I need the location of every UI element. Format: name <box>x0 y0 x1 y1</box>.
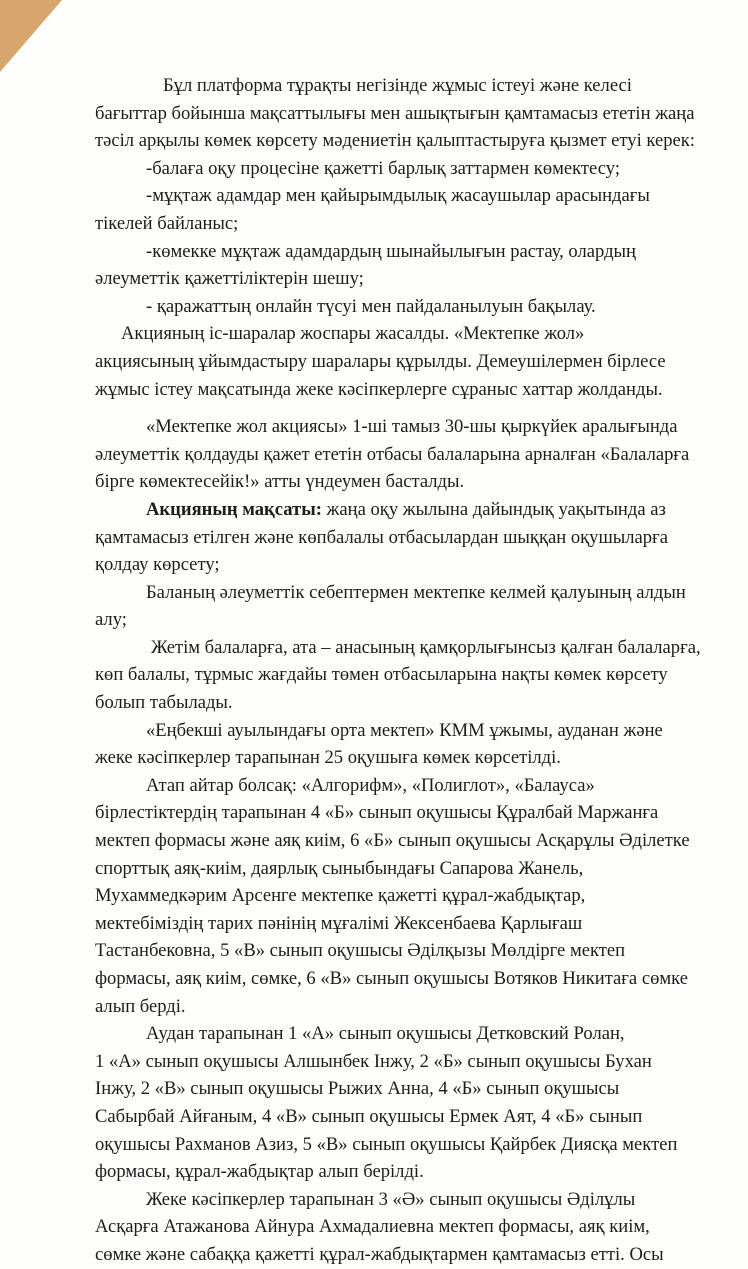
document-page <box>95 72 701 1269</box>
text-line: спорттық аяқ-киім, даярлық сыныбындағы Сапарова Жанель, <box>95 857 584 879</box>
paragraph-gap <box>95 403 695 413</box>
text-line: формасы, аяқ киім, сөмке, 6 «В» сынып оқушысы Вотяков Никитаға сөмке <box>95 968 688 989</box>
text-line: әлеуметтік қажеттіліктерін шешу; <box>95 268 364 290</box>
paragraph-start: Баланың әлеуметтік себептермен мектепке келмей қалуының алдын <box>146 581 686 603</box>
text-line: сөмке және сабаққа қажетті құрал-жабдықтармен қамтамасыз етті. Осы <box>95 1243 664 1265</box>
paragraph-start: Атап айтар болсақ: «Алгорифм», «Полиглот», «Балауса» <box>146 774 595 796</box>
text-line: Інжу, 2 «В» сынып оқушысы Рыжих Анна, 4 «Б» сынып оқушысы <box>95 1078 620 1100</box>
text-line: Мухаммедкәрим Арсенге мектепке қажетті құрал-жабдықтар, <box>95 885 586 907</box>
text-line: мектебіміздің тарих пәнінің мұғалімі Жексенбаева Қарлығаш <box>95 912 583 934</box>
text-line: тікелей байланыс; <box>95 212 239 234</box>
text-line: алып берді. <box>95 995 186 1017</box>
text-line: 1 «А» сынып оқушысы Алшынбек Інжу, 2 «Б» сынып оқушысы Бухан <box>95 1050 652 1072</box>
text-line: Асқарға Атажанова Айнура Ахмадалиевна мектеп формасы, аяқ киім, <box>95 1216 650 1238</box>
paragraph-start: Жетім балаларға, ата – анасының қамқорлығынсыз қалған балаларға, <box>151 636 701 658</box>
paragraph-start: Жеке кәсіпкерлер тарапынан 3 «Ә» сынып оқушысы Әділұлы <box>146 1188 636 1210</box>
text-line: акциясының ұйымдастыру шаралары құрылды. Демеушілермен бірлесе <box>95 350 666 372</box>
bold-heading: Акцияның мақсаты: <box>146 498 322 520</box>
list-item: -мұқтаж адамдар мен қайырымдылық жасаушылар арасындағы <box>146 185 650 207</box>
text-line: бағыттар бойынша мақсаттылығы мен ашықтығын қамтамасыз ететін жаңа <box>95 102 695 124</box>
text-line: Тастанбековна, 5 «В» сынып оқушысы Әділқызы Мөлдірге мектеп <box>95 940 626 962</box>
text-line: қамтамасыз етілген және көпбалалы отбасылардан шыққан оқушыларға <box>95 526 668 548</box>
paragraph-start: «Еңбекші ауылындағы орта мектеп» КММ ұжымы, ауданан және <box>146 719 663 741</box>
text-line: көп балалы, тұрмыс жағдайы төмен отбасыларына нақты көмек көрсету <box>95 664 668 686</box>
text-line: формасы, құрал-жабдықтар алып берілді. <box>95 1161 424 1183</box>
list-item: -балаға оқу процесіне қажетті барлық заттармен көмектесу; <box>146 157 620 179</box>
text-line: болып табылады. <box>95 692 233 714</box>
text-line: оқушысы Рахманов Азиз, 5 «В» сынып оқушысы Қайрбек Диясқа мектеп <box>95 1133 678 1155</box>
text-line: қолдау көрсету; <box>95 554 220 576</box>
paragraph-start <box>95 496 695 524</box>
text-run: жаңа оқу жылына дайындық уақытында аз <box>321 498 666 520</box>
text-line: мектеп формасы және аяқ киім, 6 «Б» сынып оқушысы Асқарұлы Әділетке <box>95 830 690 852</box>
text-line: Сабырбай Айғаным, 4 «В» сынып оқушысы Ермек Аят, 4 «Б» сынып <box>95 1105 643 1127</box>
paragraph-start: Аудан тарапынан 1 «А» сынып оқушысы Детковский Ролан, <box>146 1023 625 1045</box>
text-line: бірлестіктердің тарапынан 4 «Б» сынып оқушысы Құралбай Маржанға <box>95 802 659 824</box>
paragraph-start: «Мектепке жол акциясы» 1-ші тамыз 30-шы қыркүйек аралығында <box>146 416 678 438</box>
text-line: әлеуметтік қолдауды қажет ететін отбасы балаларына арналған «Балаларға <box>95 443 690 465</box>
text-line: Бұл платформа тұрақты негізінде жұмыс істеуі және келесі <box>163 75 632 96</box>
list-item: - қаражаттың онлайн түсуі мен пайдаланылуын бақылау. <box>146 295 596 317</box>
text-line: жеке кәсіпкерлер тарапынан 25 оқушыға көмек көрсетілді. <box>95 747 561 769</box>
text-line: бірге көмектесейік!» атты үндеумен басталды. <box>95 471 465 493</box>
scanned-background-corner <box>0 0 62 72</box>
text-line: алу; <box>95 609 127 631</box>
text-line: жұмыс істеу мақсатында жеке кәсіпкерлерге сұраныс хаттар жолданды. <box>95 378 663 400</box>
text-line: тәсіл арқылы көмек көрсету мәдениетін қалыптастыруға қызмет етуі керек: <box>95 130 695 152</box>
list-item: -көмекке мұқтаж адамдардың шынайылығын растау, олардың <box>146 240 636 262</box>
paragraph-start: Акцияның іс-шаралар жоспары жасалды. «Мектепке жол» <box>121 323 585 345</box>
